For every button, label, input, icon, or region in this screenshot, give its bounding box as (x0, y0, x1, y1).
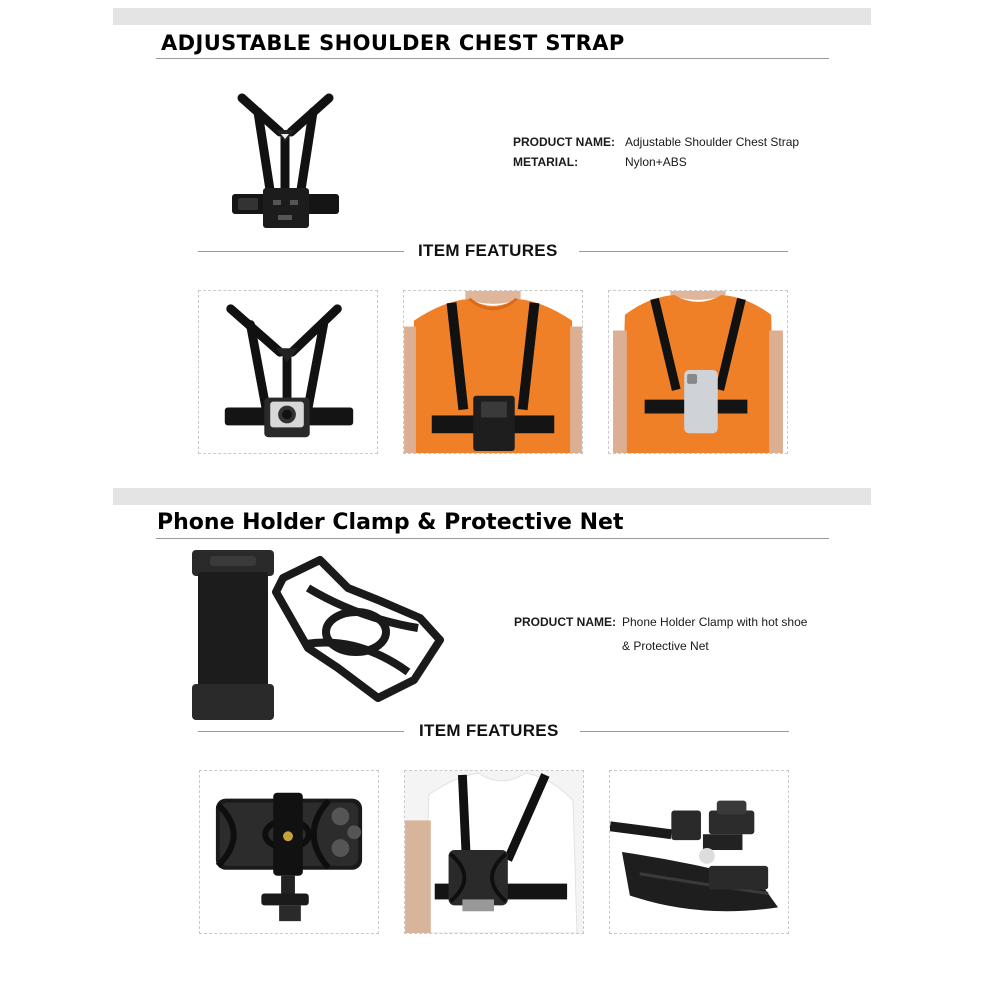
section2-product-name-label: PRODUCT NAME: (514, 615, 616, 629)
chest-strap-product-image (228, 90, 343, 232)
section1-product-name-value: Adjustable Shoulder Chest Strap (625, 135, 800, 149)
section2-title-rule (156, 538, 829, 539)
feature-photo-chest-strap-camera (198, 290, 378, 454)
feature-photo-orange-shirt-phone (608, 290, 788, 454)
phone-clamp-and-net-product-image (188, 548, 450, 723)
section1-material-value: Nylon+ABS (625, 155, 687, 169)
section1-features-title: ITEM FEATURES (418, 241, 558, 260)
section1-title-rule (156, 58, 829, 59)
section1-features-rule-left (198, 251, 404, 252)
feature-photo-phone-with-net (199, 770, 379, 934)
section2-features-rule-left (198, 731, 404, 732)
section1-material-label: METARIAL: (513, 155, 579, 169)
feature-photo-white-shirt-phone (404, 770, 584, 934)
feature-photo-orange-shirt-camera (403, 290, 583, 454)
section2-product-name-value-line1: Phone Holder Clamp with hot shoe (622, 615, 808, 629)
feature-photo-strap-clamp-closeup (609, 770, 789, 934)
section1-title: ADJUSTABLE SHOULDER CHEST STRAP (161, 31, 625, 55)
section1-product-name-label: PRODUCT NAME: (513, 135, 615, 149)
section2-title: Phone Holder Clamp & Protective Net (157, 510, 624, 535)
section2-features-rule-right (580, 731, 789, 732)
section1-features-rule-right (579, 251, 788, 252)
section2-header-bar (113, 488, 871, 505)
section2-product-name-value-line2: & Protective Net (622, 639, 709, 653)
section1-header-bar (113, 8, 871, 25)
section2-features-title: ITEM FEATURES (419, 721, 559, 740)
